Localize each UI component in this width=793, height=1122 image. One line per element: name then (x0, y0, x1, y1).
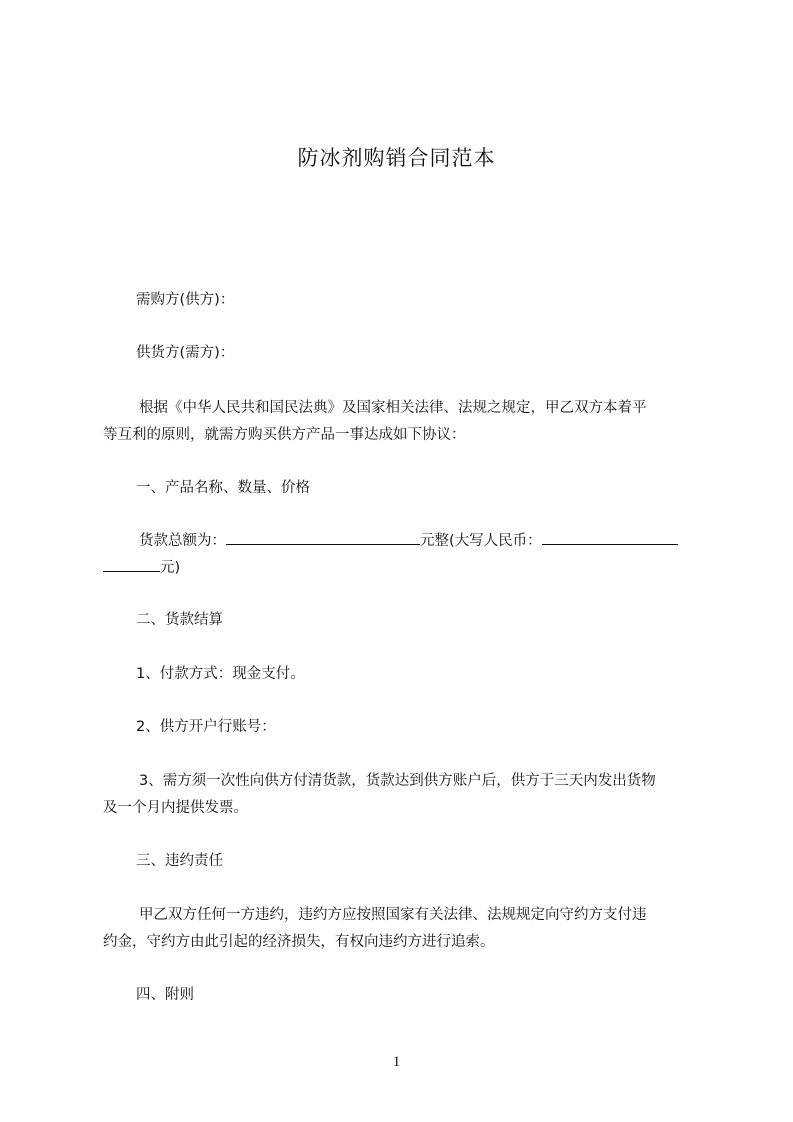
total-amount-line-2 (103, 553, 180, 583)
buyer-label: 需购方(供方)： (136, 292, 235, 308)
amount-uppercase-blank-cont[interactable] (103, 557, 160, 572)
document-title: 防冰剂购销合同范本 (297, 146, 496, 170)
payment-method: 1、付款方式：现金支付。 (136, 666, 305, 682)
breach-line-1: 甲乙双方任何一方违约，违约方应按照国家有关法律、法规规定向守约方支付违 (139, 907, 647, 923)
intro-line-2: 等互利的原则，就需方购买供方产品一事达成如下协议： (103, 427, 466, 443)
delivery-line-2: 及一个月内提供发票。 (103, 800, 248, 816)
amount-uppercase-blank[interactable] (542, 530, 678, 545)
total-amount-line (139, 526, 678, 556)
total-suffix: 元) (160, 560, 181, 576)
page-number: 1 (392, 1054, 401, 1070)
section-3-heading: 三、违约责任 (136, 853, 223, 869)
section-1-heading: 一、产品名称、数量、价格 (136, 480, 310, 496)
breach-line-2: 约金，守约方由此引起的经济损失，有权向违约方进行追索。 (103, 934, 495, 950)
total-middle: 元整(大写人民币： (420, 533, 542, 549)
total-prefix: 货款总额为： (139, 533, 226, 549)
intro-line-1: 根据《中华人民共和国民法典》及国家相关法律、法规之规定，甲乙双方本着平 (139, 400, 647, 416)
amount-blank[interactable] (226, 530, 420, 545)
seller-label: 供货方(需方)： (136, 345, 235, 361)
section-4-heading: 四、附则 (136, 987, 194, 1003)
section-2-heading: 二、货款结算 (136, 612, 223, 628)
account-number: 2、供方开户行账号： (136, 719, 276, 735)
delivery-line-1: 3、需方须一次性向供方付清货款，货款达到供方账户后，供方于三天内发出货物 (139, 773, 656, 789)
